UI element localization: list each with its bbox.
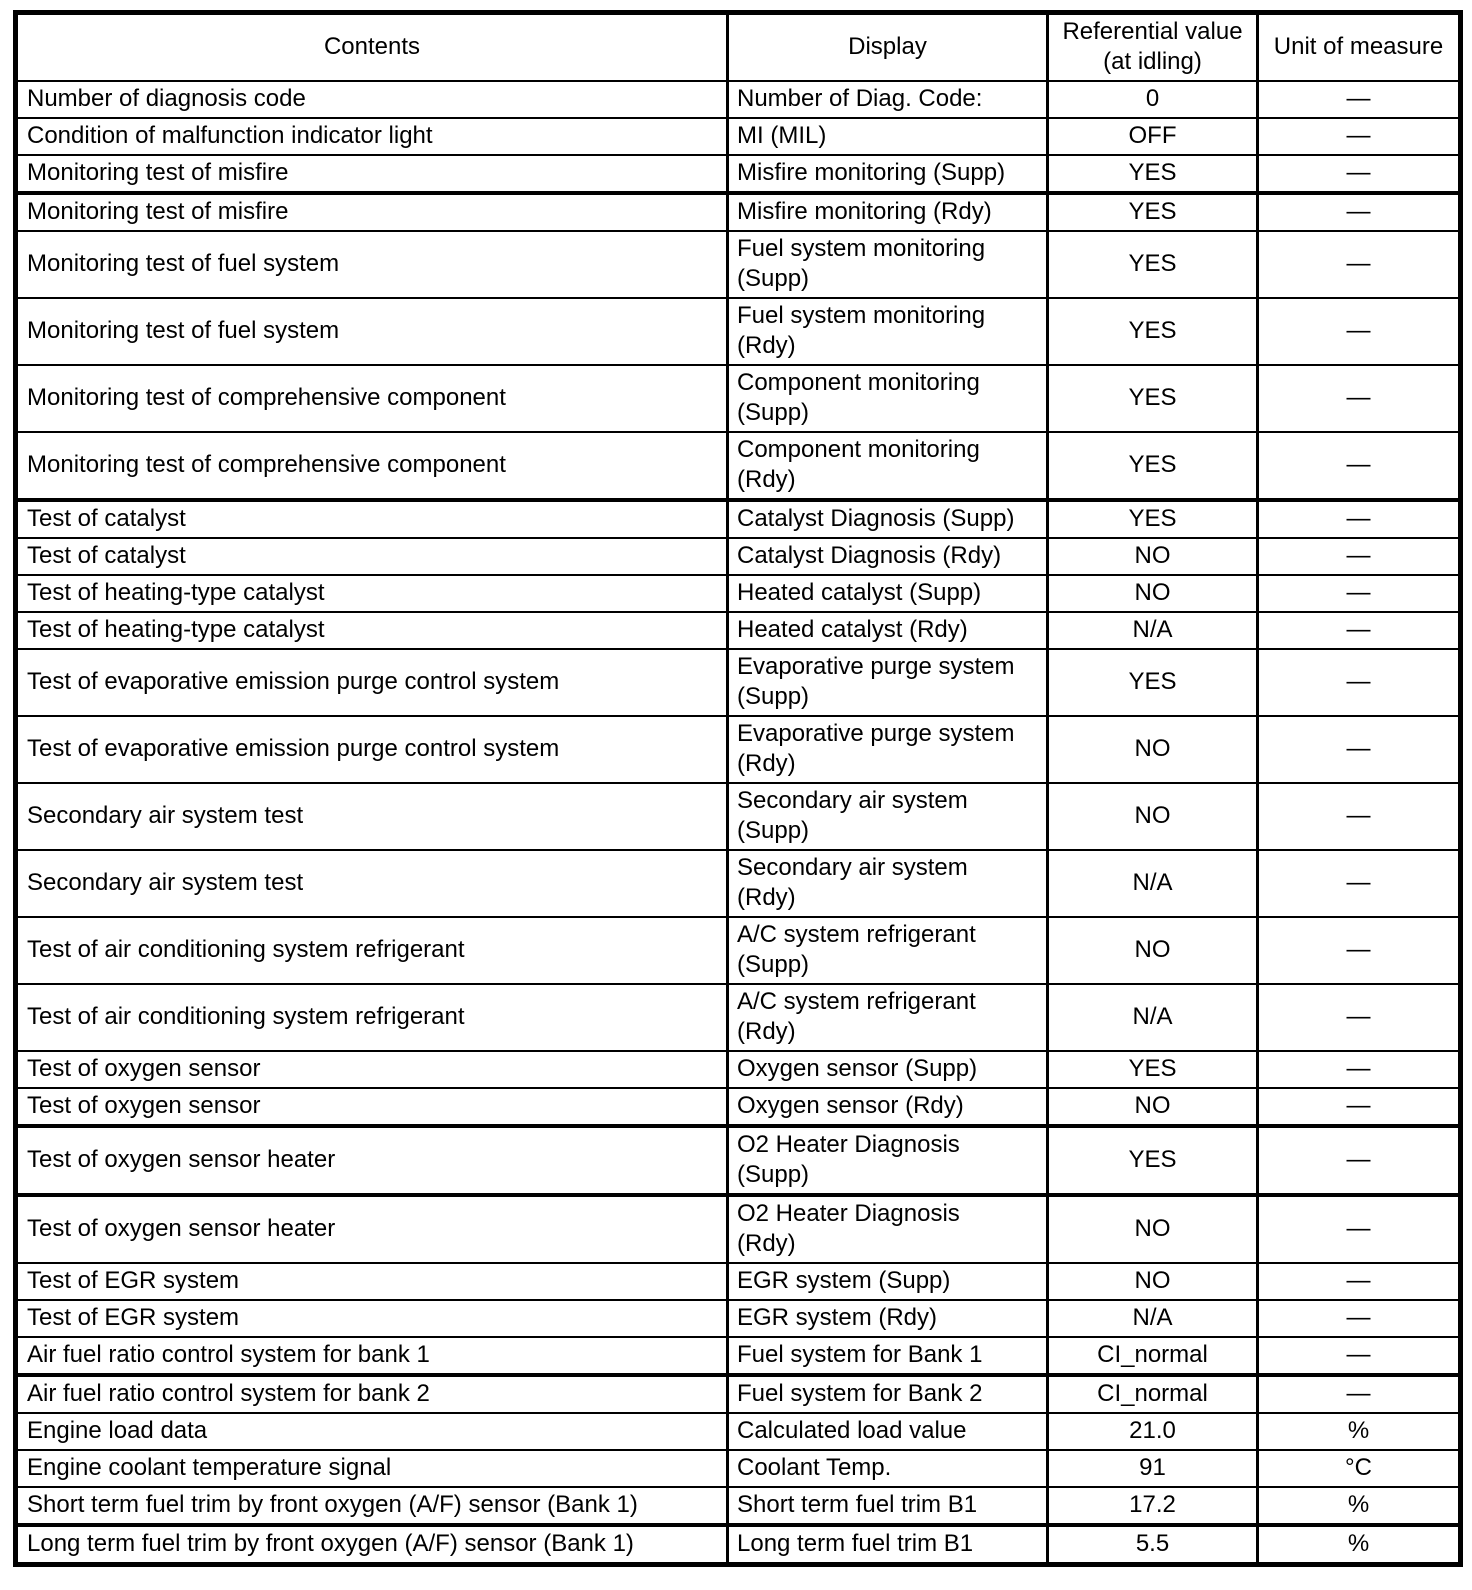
- cell-unit-of-measure: [1258, 155, 1461, 193]
- cell-contents: [16, 538, 728, 575]
- cell-unit-of-measure: [1258, 298, 1461, 365]
- cell-text-line: CI_normal: [1097, 1380, 1208, 1407]
- cell-contents: [16, 298, 728, 365]
- cell-text-line: Coolant Temp.: [737, 1454, 892, 1481]
- cell-contents: [16, 984, 728, 1051]
- cell-text-line: (Supp): [737, 683, 810, 710]
- cell-unit-of-measure: [1258, 1375, 1461, 1413]
- cell-unit-of-measure: [1258, 1450, 1461, 1487]
- cell-referential-value: [1048, 1088, 1258, 1126]
- cell-text-line: Test of evaporative emission purge control system: [27, 735, 560, 762]
- cell-referential-value: [1048, 81, 1258, 118]
- cell-display: [728, 193, 1048, 231]
- cell-display: [728, 612, 1048, 649]
- cell-unit-of-measure: [1258, 1525, 1461, 1565]
- cell-text-line: YES: [1128, 1146, 1177, 1173]
- table-row: [16, 432, 1461, 500]
- cell-text-line: NO: [1134, 802, 1171, 829]
- cell-text-line: 0: [1145, 85, 1160, 112]
- cell-text-line: Monitoring test of comprehensive component: [27, 384, 506, 411]
- cell-display: [728, 231, 1048, 298]
- cell-text-line: —: [1346, 85, 1371, 112]
- cell-contents: [16, 1450, 728, 1487]
- cell-text-line: Secondary air system test: [27, 869, 304, 896]
- diagnostic-data-table: [13, 10, 1463, 1567]
- cell-display: [728, 1263, 1048, 1300]
- cell-text-line: YES: [1128, 317, 1177, 344]
- cell-display: [728, 575, 1048, 612]
- cell-unit-of-measure: [1258, 231, 1461, 298]
- cell-unit-of-measure: [1258, 538, 1461, 575]
- cell-text-line: —: [1346, 317, 1371, 344]
- cell-contents: [16, 1413, 728, 1450]
- cell-text-line: —: [1346, 1003, 1371, 1030]
- cell-text-line: —: [1346, 1055, 1371, 1082]
- cell-contents: [16, 155, 728, 193]
- cell-text-line: Test of evaporative emission purge control system: [27, 668, 560, 695]
- cell-display: [728, 1413, 1048, 1450]
- cell-display: [728, 1300, 1048, 1337]
- cell-unit-of-measure: [1258, 716, 1461, 783]
- cell-referential-value: [1048, 538, 1258, 575]
- cell-text-line: Test of heating-type catalyst: [27, 579, 325, 606]
- table-header: [16, 13, 1461, 82]
- table-row: [16, 538, 1461, 575]
- cell-display: [728, 298, 1048, 365]
- column-header-referential-value: [1048, 13, 1258, 82]
- cell-unit-of-measure: [1258, 984, 1461, 1051]
- cell-text-line: Short term fuel trim by front oxygen (A/F) sensor (Bank 1): [27, 1491, 638, 1518]
- cell-text-line: (Rdy): [737, 884, 796, 911]
- cell-display: [728, 716, 1048, 783]
- cell-contents: [16, 1051, 728, 1088]
- cell-text-line: YES: [1128, 250, 1177, 277]
- cell-contents: [16, 917, 728, 984]
- column-header-unit: Unit of measure: [1258, 13, 1461, 82]
- cell-display: [728, 783, 1048, 850]
- cell-referential-value: [1048, 1195, 1258, 1263]
- cell-text-line: Test of air conditioning system refrigerant: [27, 936, 465, 963]
- cell-contents: [16, 649, 728, 716]
- cell-text-line: NO: [1134, 579, 1171, 606]
- cell-referential-value: [1048, 231, 1258, 298]
- cell-text-line: —: [1346, 1146, 1371, 1173]
- cell-text-line: —: [1346, 1092, 1371, 1119]
- cell-unit-of-measure: [1258, 1195, 1461, 1263]
- cell-contents: [16, 850, 728, 917]
- cell-unit-of-measure: [1258, 1126, 1461, 1195]
- table-row: [16, 1300, 1461, 1337]
- cell-contents: [16, 365, 728, 432]
- cell-text-line: NO: [1134, 1092, 1171, 1119]
- cell-text-line: Secondary air system test: [27, 802, 304, 829]
- cell-unit-of-measure: [1258, 1337, 1461, 1375]
- cell-contents: [16, 575, 728, 612]
- cell-referential-value: [1048, 984, 1258, 1051]
- cell-display: [728, 432, 1048, 500]
- cell-contents: [16, 1263, 728, 1300]
- table-row: [16, 365, 1461, 432]
- column-header-contents: Contents: [16, 13, 728, 82]
- cell-text-line: MI (MIL): [737, 122, 827, 149]
- cell-display: [728, 917, 1048, 984]
- cell-text-line: Condition of malfunction indicator light: [27, 122, 433, 149]
- cell-text-line: NO: [1134, 1267, 1171, 1294]
- cell-referential-value: [1048, 1487, 1258, 1525]
- cell-text-line: (Rdy): [737, 466, 796, 493]
- cell-text-line: —: [1346, 505, 1371, 532]
- cell-text-line: YES: [1128, 384, 1177, 411]
- cell-text-line: —: [1346, 735, 1371, 762]
- column-header-referential-line1: Referential value: [1062, 18, 1243, 45]
- cell-referential-value: [1048, 649, 1258, 716]
- cell-display: [728, 81, 1048, 118]
- table-row: [16, 155, 1461, 193]
- cell-text-line: OFF: [1128, 122, 1177, 149]
- cell-text-line: Monitoring test of misfire: [27, 159, 289, 186]
- table-row: [16, 1487, 1461, 1525]
- cell-text-line: (Rdy): [737, 1018, 796, 1045]
- cell-display: [728, 1450, 1048, 1487]
- cell-referential-value: [1048, 118, 1258, 155]
- cell-referential-value: [1048, 1126, 1258, 1195]
- column-header-referential-line2: (at idling): [1103, 48, 1202, 75]
- table-row: [16, 917, 1461, 984]
- cell-display: [728, 155, 1048, 193]
- cell-display: [728, 365, 1048, 432]
- cell-text-line: —: [1346, 542, 1371, 569]
- cell-text-line: Monitoring test of comprehensive component: [27, 451, 506, 478]
- cell-contents: [16, 118, 728, 155]
- cell-referential-value: [1048, 783, 1258, 850]
- cell-text-line: (Supp): [737, 399, 810, 426]
- table-row: [16, 783, 1461, 850]
- cell-unit-of-measure: [1258, 1413, 1461, 1450]
- cell-text-line: Test of EGR system: [27, 1267, 240, 1294]
- cell-text-line: (Supp): [737, 951, 810, 978]
- cell-contents: [16, 1126, 728, 1195]
- cell-text-line: NO: [1134, 1215, 1171, 1242]
- cell-contents: [16, 500, 728, 538]
- cell-display: [728, 118, 1048, 155]
- cell-text-line: NO: [1134, 735, 1171, 762]
- cell-display: [728, 984, 1048, 1051]
- cell-text-line: —: [1346, 1267, 1371, 1294]
- cell-referential-value: [1048, 1337, 1258, 1375]
- cell-unit-of-measure: [1258, 118, 1461, 155]
- cell-text-line: —: [1346, 668, 1371, 695]
- cell-text-line: EGR system (Rdy): [737, 1304, 938, 1331]
- cell-text-line: CI_normal: [1097, 1341, 1208, 1368]
- cell-unit-of-measure: [1258, 1263, 1461, 1300]
- cell-text-line: N/A: [1132, 1003, 1173, 1030]
- cell-text-line: YES: [1128, 1055, 1177, 1082]
- cell-text-line: —: [1346, 579, 1371, 606]
- table-row: [16, 298, 1461, 365]
- cell-referential-value: [1048, 155, 1258, 193]
- cell-text-line: 17.2: [1129, 1491, 1176, 1518]
- cell-text-line: Oxygen sensor (Rdy): [737, 1092, 964, 1119]
- table-row: [16, 1088, 1461, 1126]
- cell-unit-of-measure: [1258, 575, 1461, 612]
- cell-referential-value: [1048, 298, 1258, 365]
- cell-unit-of-measure: [1258, 1051, 1461, 1088]
- table-row: [16, 612, 1461, 649]
- cell-contents: [16, 612, 728, 649]
- cell-text-line: Catalyst Diagnosis (Supp): [737, 505, 1015, 532]
- cell-text-line: Catalyst Diagnosis (Rdy): [737, 542, 1002, 569]
- cell-unit-of-measure: [1258, 783, 1461, 850]
- cell-referential-value: [1048, 365, 1258, 432]
- cell-referential-value: [1048, 575, 1258, 612]
- cell-text-line: —: [1346, 936, 1371, 963]
- table-row: [16, 850, 1461, 917]
- table-row: [16, 1375, 1461, 1413]
- column-header-display: Display: [728, 13, 1048, 82]
- cell-text-line: —: [1346, 616, 1371, 643]
- cell-unit-of-measure: [1258, 432, 1461, 500]
- cell-text-line: —: [1346, 1341, 1371, 1368]
- cell-unit-of-measure: [1258, 612, 1461, 649]
- cell-text-line: Secondary air system: [737, 854, 968, 881]
- cell-contents: [16, 81, 728, 118]
- cell-unit-of-measure: [1258, 917, 1461, 984]
- table-row: [16, 984, 1461, 1051]
- cell-referential-value: [1048, 716, 1258, 783]
- cell-contents: [16, 1525, 728, 1565]
- cell-contents: [16, 783, 728, 850]
- table-row: [16, 118, 1461, 155]
- cell-display: [728, 1051, 1048, 1088]
- table-row: [16, 1413, 1461, 1450]
- cell-text-line: Monitoring test of fuel system: [27, 250, 340, 277]
- cell-unit-of-measure: [1258, 365, 1461, 432]
- cell-text-line: (Rdy): [737, 1230, 796, 1257]
- cell-unit-of-measure: [1258, 850, 1461, 917]
- cell-text-line: —: [1346, 384, 1371, 411]
- cell-text-line: N/A: [1132, 1304, 1173, 1331]
- cell-text-line: Monitoring test of misfire: [27, 198, 289, 225]
- table-row: [16, 716, 1461, 783]
- cell-text-line: —: [1346, 198, 1371, 225]
- cell-text-line: Air fuel ratio control system for bank 1: [27, 1341, 430, 1368]
- cell-text-line: —: [1346, 1380, 1371, 1407]
- cell-text-line: Heated catalyst (Rdy): [737, 616, 968, 643]
- cell-contents: [16, 716, 728, 783]
- cell-text-line: EGR system (Supp): [737, 1267, 951, 1294]
- header-row: [16, 13, 1461, 82]
- cell-text-line: Test of heating-type catalyst: [27, 616, 325, 643]
- cell-contents: [16, 1195, 728, 1263]
- cell-display: [728, 1088, 1048, 1126]
- table-body: [16, 81, 1461, 1565]
- cell-text-line: 21.0: [1129, 1417, 1176, 1444]
- cell-text-line: Test of oxygen sensor heater: [27, 1146, 336, 1173]
- cell-text-line: A/C system refrigerant: [737, 921, 976, 948]
- table-row: [16, 1051, 1461, 1088]
- table-row: [16, 1126, 1461, 1195]
- cell-display: [728, 649, 1048, 716]
- cell-referential-value: [1048, 850, 1258, 917]
- cell-unit-of-measure: [1258, 1300, 1461, 1337]
- cell-contents: [16, 1337, 728, 1375]
- cell-referential-value: [1048, 1450, 1258, 1487]
- cell-text-line: NO: [1134, 936, 1171, 963]
- cell-text-line: YES: [1128, 451, 1177, 478]
- cell-text-line: Air fuel ratio control system for bank 2: [27, 1380, 430, 1407]
- cell-text-line: %: [1347, 1417, 1370, 1444]
- table-row: [16, 649, 1461, 716]
- cell-text-line: —: [1346, 1304, 1371, 1331]
- cell-display: [728, 1195, 1048, 1263]
- cell-text-line: Test of oxygen sensor: [27, 1092, 261, 1119]
- cell-referential-value: [1048, 1375, 1258, 1413]
- cell-referential-value: [1048, 917, 1258, 984]
- cell-text-line: Engine coolant temperature signal: [27, 1454, 392, 1481]
- cell-text-line: (Supp): [737, 1161, 810, 1188]
- cell-text-line: Long term fuel trim B1: [737, 1530, 974, 1557]
- cell-text-line: Misfire monitoring (Rdy): [737, 198, 992, 225]
- table-row: [16, 1195, 1461, 1263]
- table-row: [16, 1263, 1461, 1300]
- cell-display: [728, 538, 1048, 575]
- cell-unit-of-measure: [1258, 1088, 1461, 1126]
- cell-referential-value: [1048, 1051, 1258, 1088]
- cell-text-line: Misfire monitoring (Supp): [737, 159, 1006, 186]
- cell-text-line: (Supp): [737, 817, 810, 844]
- cell-text-line: 5.5: [1135, 1530, 1170, 1557]
- cell-text-line: %: [1347, 1530, 1370, 1557]
- cell-text-line: Test of oxygen sensor: [27, 1055, 261, 1082]
- cell-contents: [16, 1088, 728, 1126]
- cell-text-line: 91: [1139, 1454, 1166, 1481]
- table-row: [16, 1525, 1461, 1565]
- cell-contents: [16, 1487, 728, 1525]
- cell-contents: [16, 432, 728, 500]
- cell-text-line: YES: [1128, 198, 1177, 225]
- cell-referential-value: [1048, 500, 1258, 538]
- cell-text-line: —: [1346, 451, 1371, 478]
- cell-text-line: N/A: [1132, 616, 1173, 643]
- cell-contents: [16, 231, 728, 298]
- cell-referential-value: [1048, 1300, 1258, 1337]
- cell-text-line: Component monitoring: [737, 369, 980, 396]
- cell-contents: [16, 1300, 728, 1337]
- cell-text-line: (Rdy): [737, 750, 796, 777]
- cell-text-line: YES: [1128, 668, 1177, 695]
- cell-text-line: (Supp): [737, 265, 810, 292]
- cell-text-line: Fuel system monitoring: [737, 235, 986, 262]
- cell-text-line: —: [1346, 250, 1371, 277]
- cell-text-line: Test of catalyst: [27, 542, 186, 569]
- cell-unit-of-measure: [1258, 500, 1461, 538]
- cell-text-line: Calculated load value: [737, 1417, 967, 1444]
- cell-text-line: Test of EGR system: [27, 1304, 240, 1331]
- cell-text-line: O2 Heater Diagnosis: [737, 1200, 960, 1227]
- cell-display: [728, 1525, 1048, 1565]
- cell-referential-value: [1048, 193, 1258, 231]
- table-row: [16, 1450, 1461, 1487]
- cell-text-line: —: [1346, 1215, 1371, 1242]
- cell-referential-value: [1048, 1263, 1258, 1300]
- cell-display: [728, 500, 1048, 538]
- cell-unit-of-measure: [1258, 193, 1461, 231]
- cell-text-line: O2 Heater Diagnosis: [737, 1131, 960, 1158]
- cell-referential-value: [1048, 1413, 1258, 1450]
- cell-text-line: N/A: [1132, 869, 1173, 896]
- cell-text-line: Fuel system for Bank 2: [737, 1380, 983, 1407]
- cell-text-line: Test of catalyst: [27, 505, 186, 532]
- cell-display: [728, 1126, 1048, 1195]
- cell-text-line: Engine load data: [27, 1417, 208, 1444]
- cell-text-line: Monitoring test of fuel system: [27, 317, 340, 344]
- cell-text-line: Component monitoring: [737, 436, 980, 463]
- cell-display: [728, 1375, 1048, 1413]
- cell-text-line: NO: [1134, 542, 1171, 569]
- cell-referential-value: [1048, 432, 1258, 500]
- cell-text-line: Evaporative purge system: [737, 653, 1015, 680]
- cell-text-line: —: [1346, 122, 1371, 149]
- cell-unit-of-measure: [1258, 1487, 1461, 1525]
- cell-text-line: —: [1346, 869, 1371, 896]
- cell-text-line: A/C system refrigerant: [737, 988, 976, 1015]
- cell-display: [728, 1337, 1048, 1375]
- table-row: [16, 81, 1461, 118]
- cell-contents: [16, 1375, 728, 1413]
- cell-text-line: Long term fuel trim by front oxygen (A/F) sensor (Bank 1): [27, 1530, 634, 1557]
- cell-text-line: YES: [1128, 159, 1177, 186]
- cell-text-line: %: [1347, 1491, 1370, 1518]
- table-row: [16, 575, 1461, 612]
- cell-text-line: (Rdy): [737, 332, 796, 359]
- cell-text-line: Test of oxygen sensor heater: [27, 1215, 336, 1242]
- cell-text-line: Number of Diag. Code:: [737, 85, 983, 112]
- cell-referential-value: [1048, 612, 1258, 649]
- cell-display: [728, 1487, 1048, 1525]
- cell-text-line: Secondary air system: [737, 787, 968, 814]
- cell-referential-value: [1048, 1525, 1258, 1565]
- cell-text-line: Heated catalyst (Supp): [737, 579, 982, 606]
- cell-text-line: Fuel system monitoring: [737, 302, 986, 329]
- cell-unit-of-measure: [1258, 649, 1461, 716]
- cell-contents: [16, 193, 728, 231]
- cell-display: [728, 850, 1048, 917]
- table-row: [16, 231, 1461, 298]
- cell-text-line: Number of diagnosis code: [27, 85, 306, 112]
- table-row: [16, 193, 1461, 231]
- table-row: [16, 1337, 1461, 1375]
- cell-text-line: —: [1346, 159, 1371, 186]
- table-row: [16, 500, 1461, 538]
- cell-text-line: Evaporative purge system: [737, 720, 1015, 747]
- cell-text-line: YES: [1128, 505, 1177, 532]
- cell-text-line: °C: [1345, 1454, 1372, 1481]
- cell-text-line: Oxygen sensor (Supp): [737, 1055, 978, 1082]
- cell-unit-of-measure: [1258, 81, 1461, 118]
- cell-text-line: Fuel system for Bank 1: [737, 1341, 983, 1368]
- cell-text-line: Test of air conditioning system refrigerant: [27, 1003, 465, 1030]
- cell-text-line: Short term fuel trim B1: [737, 1491, 978, 1518]
- cell-text-line: —: [1346, 802, 1371, 829]
